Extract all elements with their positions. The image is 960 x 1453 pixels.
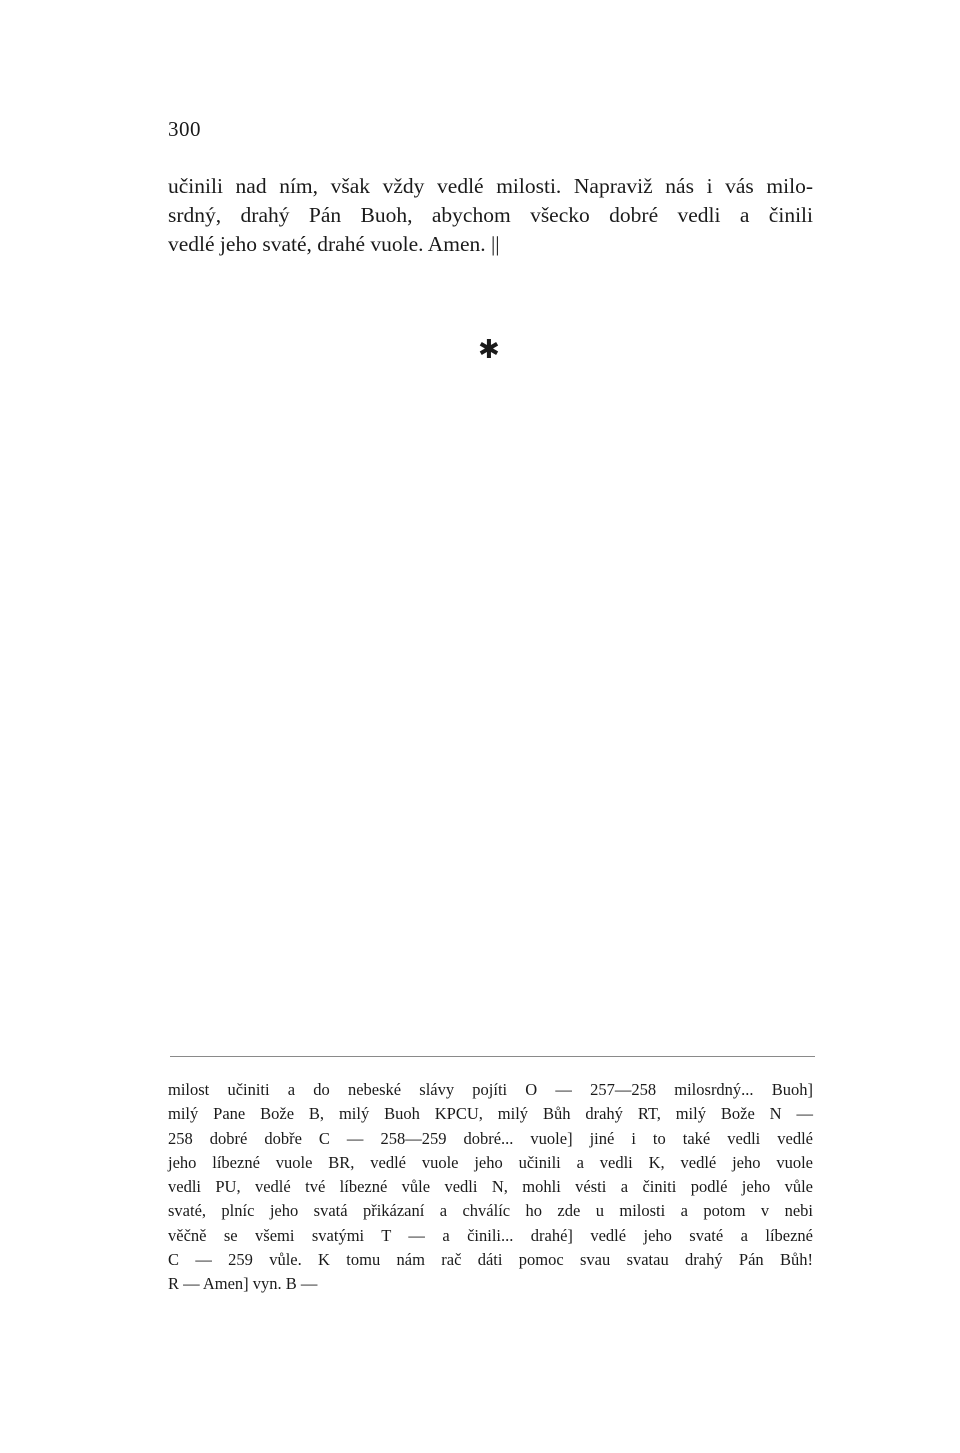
- apparatus-line: vedli PU, vedlé tvé líbezné vůle vedli N, mohli vésti a činiti podlé jeho vůle: [168, 1177, 813, 1197]
- apparatus-line: 258 dobré dobře C — 258—259 dobré... vuole] jiné i to také vedli vedlé: [168, 1128, 813, 1148]
- main-text-line: učinili nad ním, však vždy vedlé milosti. Napraviž nás i vás milo-: [168, 174, 813, 198]
- apparatus-line: jeho líbezné vuole BR, vedlé vuole jeho učinili a vedli K, vedlé jeho vuole: [168, 1152, 813, 1172]
- apparatus-line: R — Amen] vyn. B —: [168, 1274, 318, 1294]
- main-text-block: [168, 172, 813, 259]
- apparatus-line: věčně se všemi svatými T — a činili... drahé] vedlé jeho svaté a líbezné: [168, 1225, 813, 1245]
- main-text-line: vedlé jeho svaté, drahé vuole. Amen. ||: [168, 232, 500, 256]
- page-number: 300: [168, 117, 201, 141]
- critical-apparatus-footnotes: [168, 1078, 813, 1297]
- footnote-divider: [170, 1056, 815, 1057]
- main-text-line: srdný, drahý Pán Buoh, abychom všecko dobré vedli a činili: [168, 203, 813, 227]
- apparatus-line: milý Pane Bože B, milý Buoh KPCU, milý Bůh drahý RT, milý Bože N —: [168, 1104, 813, 1124]
- apparatus-line: C — 259 vůle. K tomu nám rač dáti pomoc svau svatau drahý Pán Bůh!: [168, 1250, 813, 1270]
- apparatus-line: milost učiniti a do nebeské slávy pojíti O — 257—258 milosrdný... Buoh]: [168, 1080, 813, 1099]
- section-separator-star-icon: ✱: [478, 335, 500, 365]
- apparatus-line: svaté, plníc jeho svatá přikázaní a chválíc ho zde u milosti a potom v nebi: [168, 1201, 813, 1221]
